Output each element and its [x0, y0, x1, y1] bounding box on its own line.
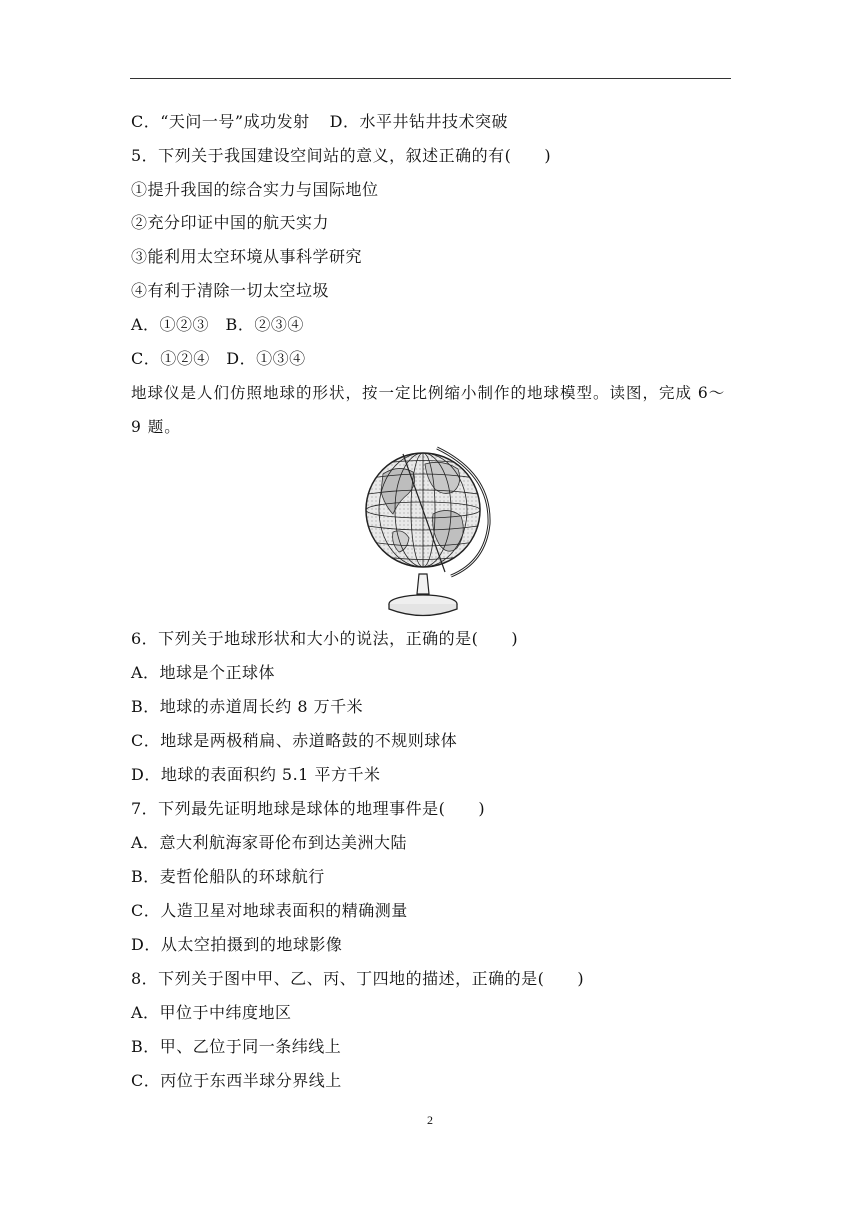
- question-8: 8．下列关于图中甲、乙、丙、丁四地的描述，正确的是( ): [131, 969, 585, 988]
- option-d: D．水平井钻井技术突破: [329, 112, 508, 131]
- q6-option-b: B．地球的赤道周长约 8 万千米: [131, 697, 364, 716]
- question-7: 7．下列最先证明地球是球体的地理事件是( ): [131, 799, 486, 818]
- option-line-c-d: [131, 112, 508, 132]
- question-5: 5．下列关于我国建设空间站的意义，叙述正确的有( ): [131, 146, 552, 165]
- page-number: 2: [427, 1113, 433, 1127]
- q7-option-c: C．人造卫星对地球表面积的精确测量: [131, 901, 408, 920]
- q7-option-b: B．麦哲伦船队的环球航行: [131, 867, 325, 886]
- q7-option-d: D．从太空拍摄到的地球影像: [131, 935, 343, 954]
- q5-options-cd: C．①②④ D．①③④: [131, 349, 306, 368]
- option-c: C．“天问一号”成功发射: [131, 112, 310, 131]
- q8-option-b: B．甲、乙位于同一条纬线上: [131, 1037, 342, 1056]
- q7-option-a: A．意大利航海家哥伦布到达美洲大陆: [131, 833, 408, 852]
- q5-options-ab: A．①②③ B．②③④: [131, 315, 304, 334]
- globe-figure: [363, 444, 497, 618]
- intro-text-line-2: 9 题。: [131, 418, 181, 436]
- q6-option-c: C．地球是两极稍扁、赤道略鼓的不规则球体: [131, 731, 458, 750]
- question-6: 6．下列关于地球形状和大小的说法，正确的是( ): [131, 629, 519, 648]
- q5-statement-2: ②充分印证中国的航天实力: [131, 213, 330, 232]
- q6-option-d: D．地球的表面积约 5.1 平方千米: [131, 765, 381, 784]
- globe-icon: [363, 444, 497, 618]
- q8-option-c: C．丙位于东西半球分界线上: [131, 1071, 342, 1090]
- q8-option-a: A．甲位于中纬度地区: [131, 1003, 292, 1022]
- q6-option-a: A．地球是个正球体: [131, 663, 276, 682]
- q5-statement-4: ④有利于清除一切太空垃圾: [131, 281, 330, 300]
- q5-statement-3: ③能利用太空环境从事科学研究: [131, 247, 363, 266]
- intro-text-line-1: 地球仪是人们仿照地球的形状，按一定比例缩小制作的地球模型。读图，完成 6～: [131, 384, 726, 402]
- header-rule: [130, 78, 731, 79]
- q5-statement-1: ①提升我国的综合实力与国际地位: [131, 180, 379, 199]
